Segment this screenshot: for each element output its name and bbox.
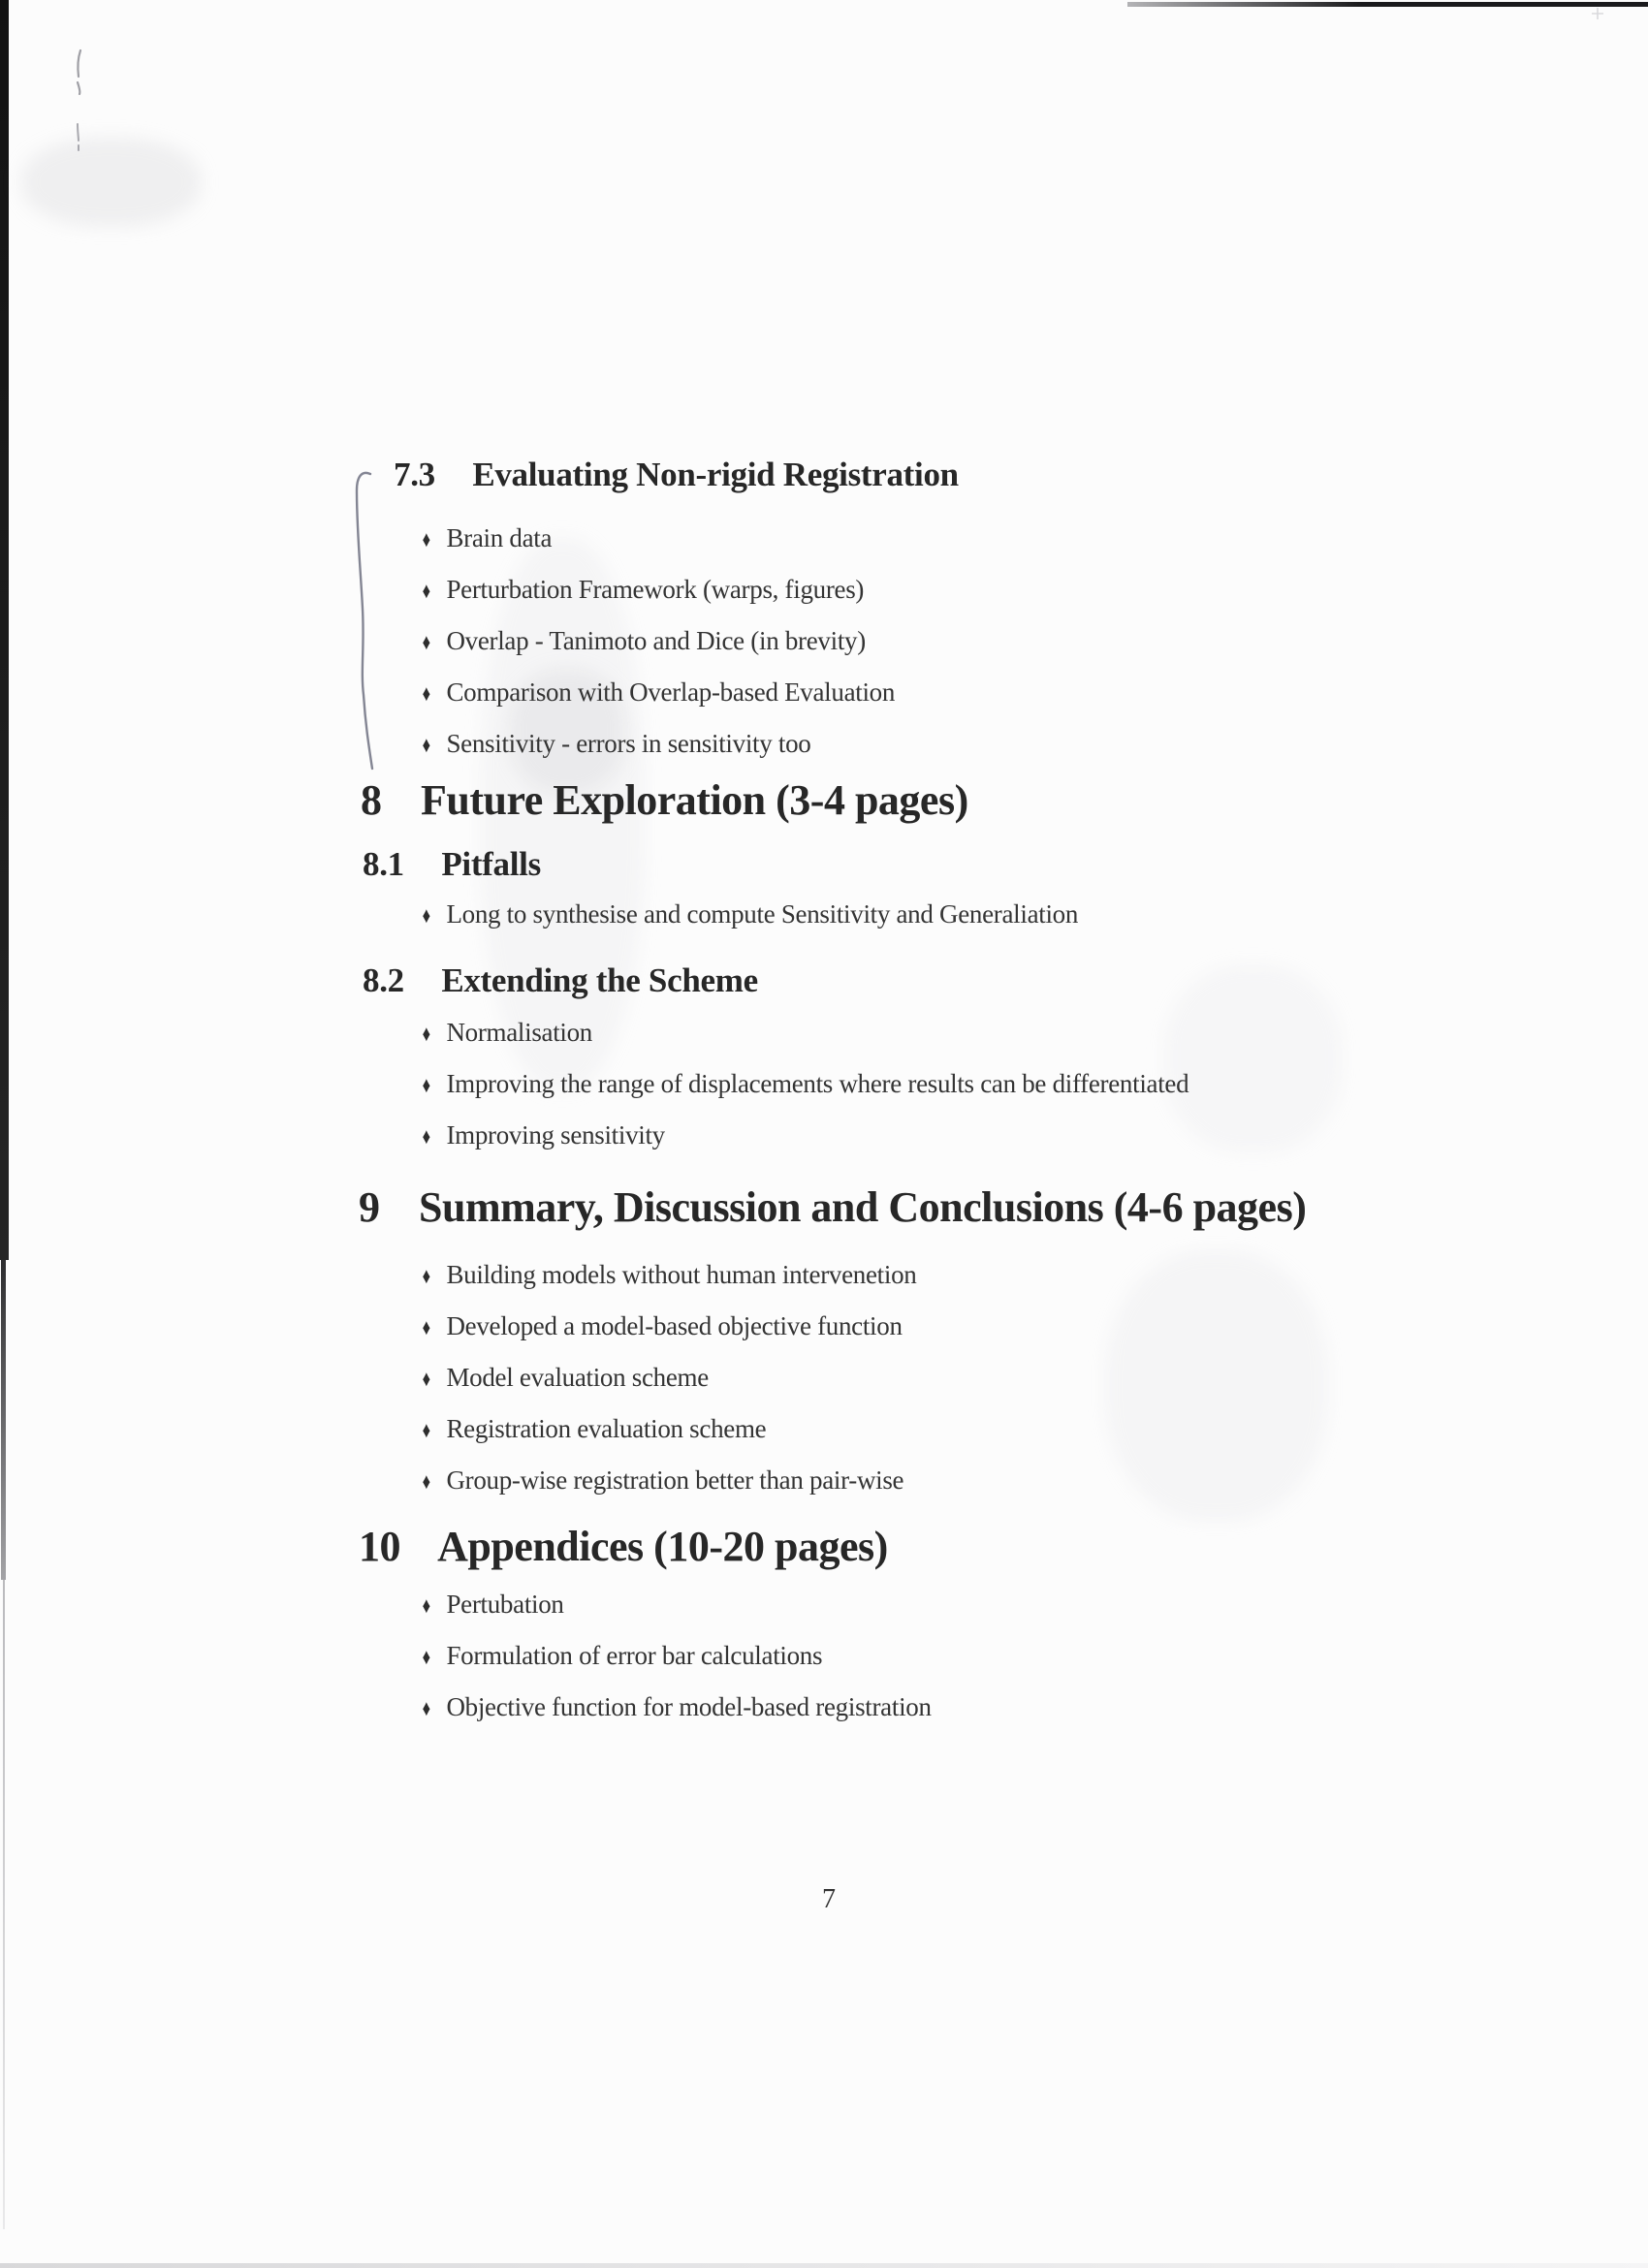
bullet-text: Improving sensitivity xyxy=(446,1120,665,1150)
list-item xyxy=(421,1690,932,1725)
diamond-bullet-icon: ♦ xyxy=(422,527,430,551)
diamond-bullet-icon: ♦ xyxy=(422,1696,430,1720)
diamond-bullet-icon: ♦ xyxy=(422,1264,430,1288)
section-number: 10 xyxy=(359,1523,400,1570)
diamond-bullet-icon: ♦ xyxy=(422,1367,430,1391)
paper-smudge xyxy=(1163,964,1343,1153)
bullet-list-10 xyxy=(421,1588,932,1742)
pen-bracket-mark xyxy=(357,473,372,769)
bullet-text: Objective function for model-based registration xyxy=(446,1692,932,1721)
bullet-list-8-1 xyxy=(421,898,1078,949)
bullet-text: Group-wise registration better than pair-wise xyxy=(446,1465,904,1495)
list-item xyxy=(421,1588,932,1622)
bullet-text: Pertubation xyxy=(446,1590,564,1619)
list-item xyxy=(421,727,895,762)
section-number: 7.3 xyxy=(394,456,435,493)
bullet-list-7-3 xyxy=(421,521,895,778)
list-item xyxy=(421,521,895,556)
paper-smudge xyxy=(1105,1250,1328,1522)
diamond-bullet-icon: ♦ xyxy=(422,1073,430,1097)
section-title: Pitfalls xyxy=(441,845,541,883)
bullet-text: Long to synthesise and compute Sensitivity and Generaliation xyxy=(446,899,1079,929)
diamond-bullet-icon: ♦ xyxy=(422,681,430,706)
list-item xyxy=(421,676,895,710)
bullet-list-8-2 xyxy=(421,1016,1188,1170)
bullet-text: Normalisation xyxy=(446,1018,593,1047)
bullet-text: Sensitivity - errors in sensitivity too xyxy=(446,729,811,758)
diamond-bullet-icon: ♦ xyxy=(422,630,430,654)
page-number: 7 xyxy=(822,1884,836,1914)
section-number: 9 xyxy=(359,1183,380,1231)
section-heading-10 xyxy=(359,1523,888,1570)
list-item xyxy=(421,1067,1188,1102)
list-item xyxy=(421,1464,916,1498)
section-number: 8.2 xyxy=(363,961,404,999)
bullet-text: Developed a model-based objective function xyxy=(446,1311,903,1340)
diamond-bullet-icon: ♦ xyxy=(422,1418,430,1442)
section-number: 8 xyxy=(361,776,382,824)
scan-edge-artifact-bottom xyxy=(0,2263,1648,2268)
diamond-bullet-icon: ♦ xyxy=(422,1645,430,1669)
diamond-bullet-icon: ♦ xyxy=(422,1315,430,1339)
pen-scribble-mark-upper xyxy=(78,50,80,94)
bullet-text: Building models without human intervenetion xyxy=(446,1260,917,1289)
section-heading-9 xyxy=(359,1183,1307,1231)
subsection-heading-8-1 xyxy=(363,847,541,881)
list-item xyxy=(421,624,895,659)
diamond-bullet-icon: ♦ xyxy=(422,579,430,603)
bullet-text: Model evaluation scheme xyxy=(446,1363,709,1392)
bullet-text: Comparison with Overlap-based Evaluation xyxy=(446,677,896,707)
section-title: Summary, Discussion and Conclusions (4-6 pages) xyxy=(419,1183,1307,1231)
diamond-bullet-icon: ♦ xyxy=(422,1469,430,1494)
paper-smudge xyxy=(21,138,201,227)
list-item xyxy=(421,1639,932,1674)
scan-edge-artifact-top-right xyxy=(1127,2,1648,7)
bullet-text: Overlap - Tanimoto and Dice (in brevity) xyxy=(446,626,866,655)
list-item xyxy=(421,1016,1188,1051)
list-item xyxy=(421,1258,916,1293)
bullet-text: Formulation of error bar calculations xyxy=(446,1641,823,1670)
scan-edge-artifact-left-faint xyxy=(3,1580,5,2229)
section-title: Appendices (10-20 pages) xyxy=(437,1523,888,1570)
list-item xyxy=(421,1309,916,1344)
bullet-text: Improving the range of displacements where results can be differentiated xyxy=(446,1069,1189,1098)
list-item xyxy=(421,1118,1188,1153)
bullet-text: Perturbation Framework (warps, figures) xyxy=(446,575,865,604)
bullet-text: Brain data xyxy=(446,523,553,552)
bullet-list-9 xyxy=(421,1258,916,1515)
list-item xyxy=(421,573,895,608)
section-title: Future Exploration (3-4 pages) xyxy=(421,776,968,824)
list-item xyxy=(421,1412,916,1447)
diamond-bullet-icon: ♦ xyxy=(422,903,430,928)
pen-scribble-mark-lower xyxy=(78,124,79,150)
section-title: Extending the Scheme xyxy=(441,961,758,999)
scan-edge-artifact-left-dark xyxy=(0,0,9,1260)
subsection-heading-8-2 xyxy=(363,963,758,997)
section-heading-8 xyxy=(361,776,968,824)
section-title: Evaluating Non-rigid Registration xyxy=(472,456,959,493)
subsection-heading-7-3 xyxy=(394,457,959,491)
scan-edge-artifact-left-mid xyxy=(1,1260,6,1580)
diamond-bullet-icon: ♦ xyxy=(422,1124,430,1149)
list-item xyxy=(421,898,1078,932)
diamond-bullet-icon: ♦ xyxy=(422,1022,430,1046)
faint-cross-mark xyxy=(1592,8,1603,19)
diamond-bullet-icon: ♦ xyxy=(422,1593,430,1618)
diamond-bullet-icon: ♦ xyxy=(422,733,430,757)
bullet-text: Registration evaluation scheme xyxy=(446,1414,767,1443)
section-number: 8.1 xyxy=(363,845,404,883)
list-item xyxy=(421,1361,916,1396)
